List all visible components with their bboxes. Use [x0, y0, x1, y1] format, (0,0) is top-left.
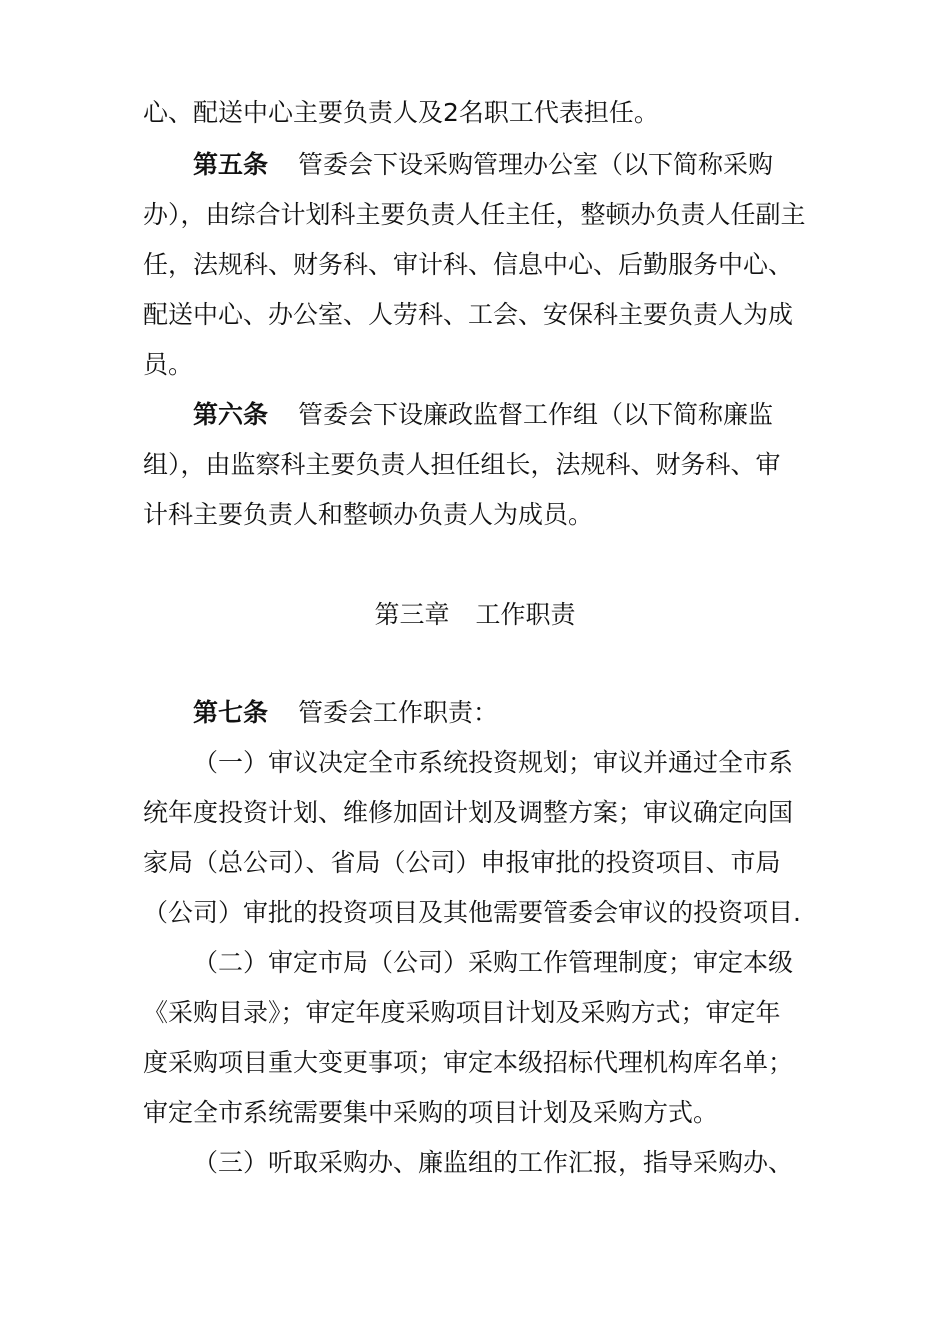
- text-line: 管委会下设廉政监督工作组（以下简称廉监: [298, 400, 774, 429]
- text-line: 管委会下设采购管理办公室（以下简称采购: [298, 150, 774, 179]
- article-5-label: 第五条: [193, 150, 269, 179]
- text-line: （公司）审批的投资项目及其他需要管委会审议的投资项目.: [143, 898, 801, 927]
- article-5-first-line: [193, 148, 823, 182]
- article-7-first-line: [193, 696, 823, 730]
- text-line: 管委会工作职责：: [298, 698, 499, 727]
- text-line: （一）审议决定全市系统投资规划；审议并通过全市系: [193, 748, 794, 777]
- text-line: 计科主要负责人和整顿办负责人为成员。: [143, 500, 594, 529]
- text-line: 办），由综合计划科主要负责人任主任，整顿办负责人任副主: [143, 200, 806, 229]
- text-line: 配送中心、办公室、人劳科、工会、安保科主要负责人为成: [143, 300, 794, 329]
- text-line: 员。: [143, 350, 194, 379]
- text-line: 统年度投资计划、维修加固计划及调整方案；审议确定向国: [143, 798, 794, 827]
- article-7-label: 第七条: [193, 698, 269, 727]
- text-line: 《采购目录》；审定年度采购项目计划及采购方式；审定年: [143, 998, 781, 1027]
- text-line: 心、配送中心主要负责人及2名职工代表担任。: [143, 98, 659, 127]
- chapter-number: 第三章: [374, 600, 450, 629]
- text-line: 任，法规科、财务科、审计科、信息中心、后勤服务中心、: [143, 250, 794, 279]
- text-line: 家局（总公司）、省局（公司）申报审批的投资项目、市局: [143, 848, 781, 877]
- text-line: 度采购项目重大变更事项；审定本级招标代理机构库名单；: [143, 1048, 794, 1077]
- chapter-heading: [0, 598, 950, 632]
- article-6-label: 第六条: [193, 400, 269, 429]
- text-line: （三）听取采购办、廉监组的工作汇报，指导采购办、: [193, 1148, 794, 1177]
- chapter-title: 工作职责: [475, 600, 576, 629]
- article-6-first-line: [193, 398, 823, 432]
- text-line: 组），由监察科主要负责人担任组长，法规科、财务科、审: [143, 450, 781, 479]
- text-line: 审定全市系统需要集中采购的项目计划及采购方式。: [143, 1098, 719, 1127]
- text-line: （二）审定市局（公司）采购工作管理制度；审定本级: [193, 948, 794, 977]
